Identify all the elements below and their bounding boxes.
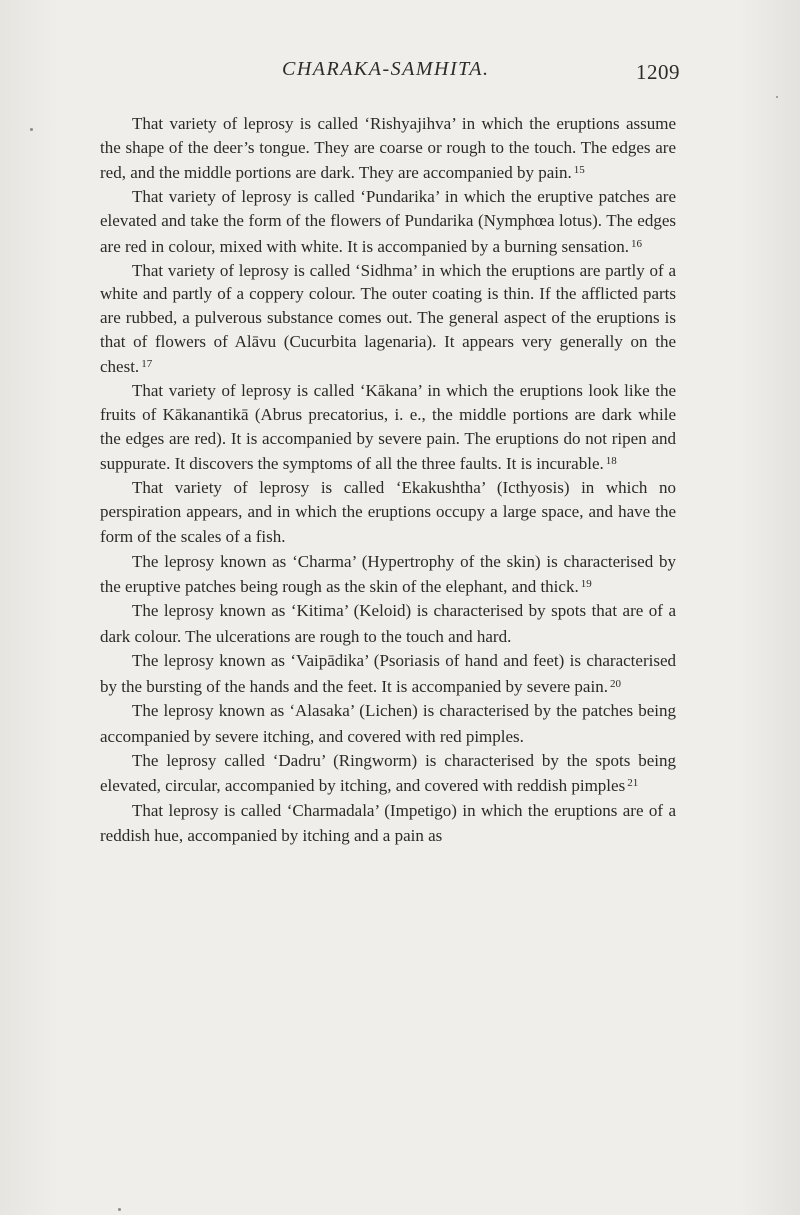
paragraph: [100, 476, 676, 549]
verse-number: 18: [605, 455, 617, 468]
ink-speck: [776, 96, 778, 98]
paragraph-text: That leprosy is called ‘Charmadala’ (Impetigo) in which the eruptions are of a reddish hue, accompanied by itching and a pain as: [100, 800, 676, 846]
running-title: CHARAKA-SAMHITA.: [282, 58, 490, 80]
paragraph-text: The leprosy known as ‘Alasaka’ (Lichen) is characterised by the patches being accompanied by severe itching, and covered with red pimples.: [100, 701, 676, 746]
page-number: 1209: [636, 60, 680, 84]
paragraph-text: That variety of leprosy is called ‘Sidhma’ in which the eruptions are partly of a white and partly of a coppery colour. The outer coating is thin. If the afflicted parts are rubbed, a pulverous substance comes out. The general aspect of the eruptions is that of flowers of Alāvu (Cucurbita lagenaria). It appears very generally on the chest.: [100, 260, 676, 377]
paragraph: [100, 550, 676, 599]
verse-number: 17: [141, 358, 153, 371]
paragraph: [100, 699, 676, 748]
verse-number: 21: [627, 777, 639, 790]
paragraph: [100, 112, 676, 185]
paragraph-text: The leprosy called ‘Dadru’ (Ringworm) is characterised by the spots being elevated, circular, accompanied by itching, and covered with reddish pimples: [100, 750, 676, 796]
paragraph: [100, 649, 676, 698]
ink-speck: [118, 1208, 121, 1211]
verse-number: 15: [573, 164, 585, 177]
verse-number: 20: [609, 677, 621, 690]
verse-number: 19: [580, 578, 592, 591]
paragraph-text: The leprosy known as ‘Vaipādika’ (Psoriasis of hand and feet) is characterised by the bursting of the hands and the feet. It is accompanied by severe pain.: [100, 651, 676, 696]
paragraph: [100, 259, 676, 379]
paragraph: [100, 379, 676, 475]
paragraph: [100, 799, 676, 848]
paragraph-text: That variety of leprosy is called ‘Rishyajihva’ in which the eruptions assume the shape of the deer’s tongue. They are coarse or rough to the touch. The edges are red, and the middle portions are dark. They are accompanied by pain.: [100, 114, 676, 183]
paragraph: [100, 749, 676, 798]
paragraph-text: The leprosy known as ‘Charma’ (Hypertrophy of the skin) is characterised by the eruptive patches being rough as the skin of the elephant, and thick.: [100, 551, 676, 597]
body-text: [100, 112, 676, 848]
ink-speck: [30, 128, 33, 131]
paragraph: [100, 185, 676, 258]
verse-number: 16: [631, 237, 643, 250]
page-header: [100, 58, 680, 88]
paragraph-text: That variety of leprosy is called ‘Ekakushtha’ (Icthyosis) in which no perspiration appears, and in which the eruptions occupy a large space, and have the form of the scales of a fish.: [100, 478, 676, 547]
paragraph-text: That variety of leprosy is called ‘Kākana’ in which the eruptions look like the fruits of Kākanantikā (Abrus precatorius, i. e., the middle portions are dark while the edges are red). It is accompanied by severe pain. The eruptions do not ripen and suppurate. It discovers the symptoms of all the three faults. It is incurable.: [100, 381, 676, 474]
paragraph-text: That variety of leprosy is called ‘Pundarika’ in which the eruptive patches are elevated and take the form of the flowers of Pundarika (Nymphœa lotus). The edges are red in colour, mixed with white. It is accompanied by a burning sensation.: [100, 187, 676, 256]
paragraph-text: The leprosy known as ‘Kitima’ (Keloid) is characterised by spots that are of a dark colour. The ulcerations are rough to the touch and hard.: [100, 601, 676, 647]
paragraph: [100, 599, 676, 648]
